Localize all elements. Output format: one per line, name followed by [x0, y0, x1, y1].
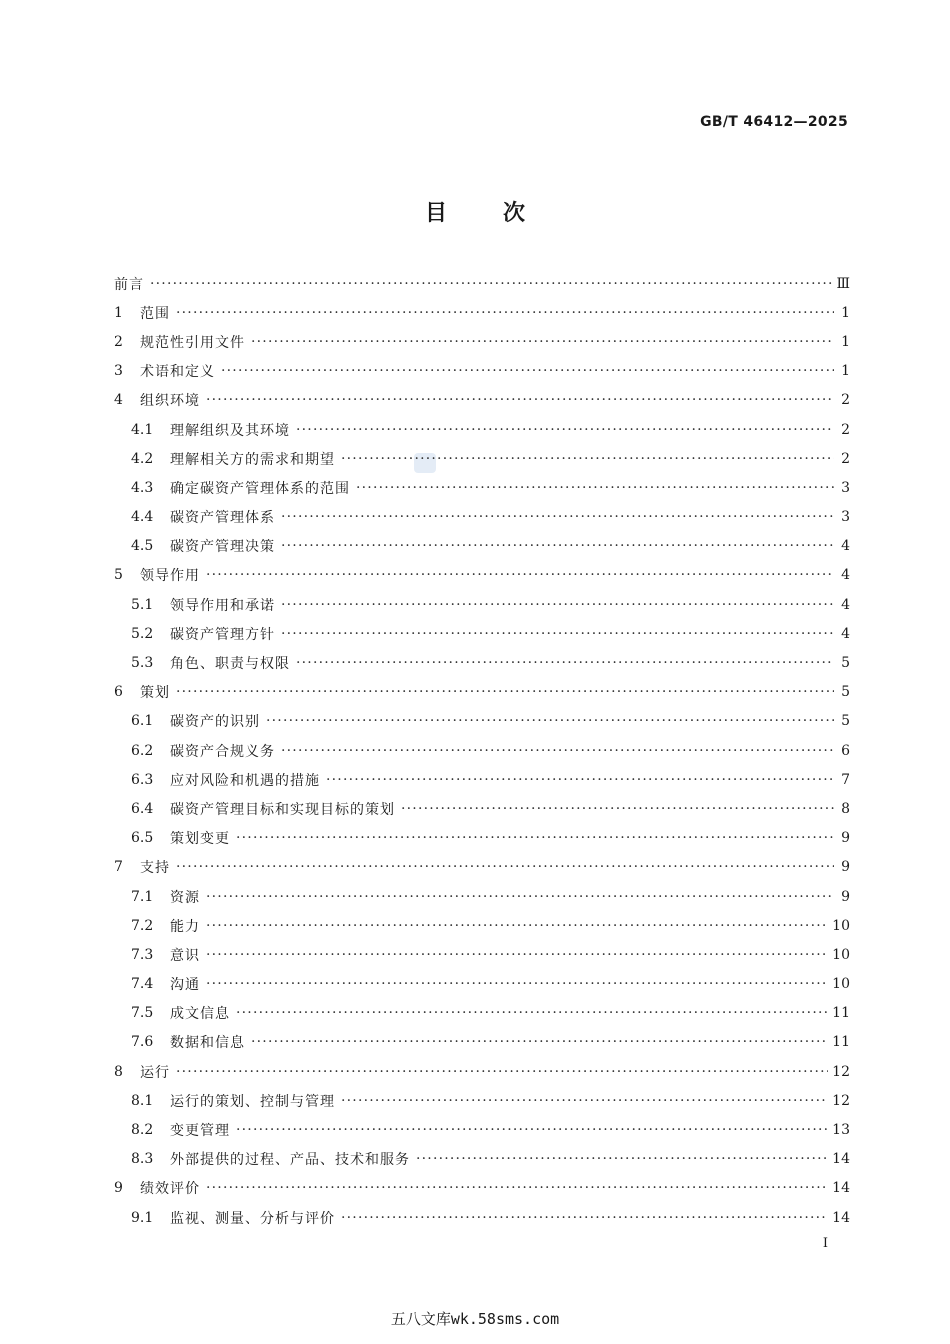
toc-entry-number: 5.2: [131, 625, 154, 642]
toc-entry[interactable]: [114, 269, 850, 298]
toc-entry-label: 成文信息: [170, 1006, 230, 1023]
toc-entry-number: 7.5: [131, 1005, 154, 1022]
toc-entry-number: 4.5: [131, 538, 154, 555]
toc-entry-label: 术语和定义: [140, 364, 215, 381]
toc-entry-page: Ⅲ: [836, 275, 850, 292]
toc-dot-leader: [326, 772, 834, 788]
toc-dot-leader: [341, 1093, 828, 1109]
toc-entry-label: 理解相关方的需求和期望: [170, 451, 335, 468]
toc-entry-label: 外部提供的过程、产品、技术和服务: [170, 1152, 410, 1169]
toc-dot-leader: [281, 743, 834, 759]
toc-entry-label: 策划变更: [170, 831, 230, 848]
toc-entry-page: 4: [841, 596, 850, 613]
toc-entry[interactable]: [114, 940, 850, 969]
toc-entry-number: 3: [114, 363, 123, 380]
toc-entry-number: 7.4: [131, 976, 154, 993]
toc-entry-page: 13: [832, 1122, 850, 1139]
toc-entry[interactable]: [114, 415, 850, 444]
toc-entry[interactable]: [114, 357, 850, 386]
toc-entry[interactable]: [114, 1028, 850, 1057]
toc-entry[interactable]: [114, 386, 850, 415]
toc-entry[interactable]: [114, 678, 850, 707]
toc-dot-leader: [251, 334, 834, 350]
toc-entry[interactable]: [114, 1174, 850, 1203]
toc-entry-page: 11: [832, 1005, 850, 1022]
toc-entry[interactable]: [114, 473, 850, 502]
toc-entry-number: 8.3: [131, 1151, 154, 1168]
toc-entry[interactable]: [114, 1086, 850, 1115]
toc-dot-leader: [341, 1210, 828, 1226]
toc-entry-page: 11: [832, 1034, 850, 1051]
toc-entry[interactable]: [114, 882, 850, 911]
toc-entry[interactable]: [114, 503, 850, 532]
footer-site-text: 五八文库wk.58sms.com: [390, 1310, 560, 1328]
toc-entry-label: 组织环境: [140, 393, 200, 410]
toc-entry-number: 6: [114, 684, 123, 701]
toc-entry[interactable]: [114, 1145, 850, 1174]
toc-entry-label: 确定碳资产管理体系的范围: [170, 480, 350, 497]
toc-entry[interactable]: [114, 707, 850, 736]
toc-entry-number: 7: [114, 859, 123, 876]
toc-entry-page: 6: [841, 742, 850, 759]
toc-dot-leader: [296, 655, 834, 671]
toc-dot-leader: [281, 538, 834, 554]
toc-entry-page: 5: [841, 655, 850, 672]
toc-dot-leader: [176, 1064, 828, 1080]
toc-dot-leader: [206, 918, 828, 934]
toc-entry-label: 应对风险和机遇的措施: [170, 772, 320, 789]
toc-dot-leader: [176, 684, 834, 700]
toc-entry-page: 9: [841, 859, 850, 876]
toc-entry-number: 6.1: [131, 713, 154, 730]
toc-entry-label: 碳资产合规义务: [170, 743, 275, 760]
toc-entry[interactable]: [114, 444, 850, 473]
toc-dot-leader: [176, 859, 834, 875]
toc-entry-number: 6.5: [131, 830, 154, 847]
toc-entry-label: 前言: [114, 276, 144, 293]
table-of-contents: [114, 269, 850, 1232]
toc-dot-leader: [281, 626, 834, 642]
toc-entry-label: 沟通: [170, 977, 200, 994]
toc-dot-leader: [416, 1151, 828, 1167]
toc-entry-number: 5: [114, 567, 123, 584]
toc-entry[interactable]: [114, 824, 850, 853]
toc-entry-number: 6.2: [131, 742, 154, 759]
toc-entry-label: 规范性引用文件: [140, 334, 245, 351]
toc-entry-label: 意识: [170, 947, 200, 964]
toc-entry-label: 运行的策划、控制与管理: [170, 1093, 335, 1110]
toc-entry-page: 4: [841, 538, 850, 555]
toc-entry-number: 1: [114, 304, 123, 321]
toc-dot-leader: [236, 1005, 828, 1021]
toc-entry-page: 5: [841, 713, 850, 730]
toc-entry-label: 领导作用: [140, 568, 200, 585]
toc-entry-number: 6.4: [131, 800, 154, 817]
toc-dot-leader: [296, 422, 834, 438]
toc-entry-number: 4.2: [131, 450, 154, 467]
toc-dot-leader: [176, 305, 834, 321]
toc-dot-leader: [206, 889, 834, 905]
toc-entry-label: 范围: [140, 305, 170, 322]
toc-dot-leader: [341, 451, 834, 467]
toc-entry-page: 9: [841, 830, 850, 847]
toc-entry-page: 9: [841, 888, 850, 905]
toc-entry-page: 7: [841, 771, 850, 788]
toc-entry-page: 1: [841, 304, 850, 321]
toc-entry-number: 8.2: [131, 1122, 154, 1139]
toc-dot-leader: [236, 1122, 828, 1138]
toc-dot-leader: [236, 830, 834, 846]
toc-entry[interactable]: [114, 765, 850, 794]
toc-entry[interactable]: [114, 911, 850, 940]
toc-entry-label: 角色、职责与权限: [170, 656, 290, 673]
toc-entry-page: 2: [841, 421, 850, 438]
toc-dot-leader: [206, 976, 828, 992]
toc-entry-page: 10: [832, 946, 850, 963]
toc-dot-leader: [206, 1180, 828, 1196]
toc-dot-leader: [221, 363, 834, 379]
standard-number: GB/T 46412—2025: [700, 114, 848, 130]
toc-entry-number: 6.3: [131, 771, 154, 788]
toc-entry-page: 5: [841, 684, 850, 701]
toc-dot-leader: [206, 392, 834, 408]
toc-entry-label: 策划: [140, 685, 170, 702]
toc-entry-number: 7.3: [131, 946, 154, 963]
toc-entry[interactable]: [114, 970, 850, 999]
toc-entry-page: 4: [841, 625, 850, 642]
toc-entry-number: 8: [114, 1063, 123, 1080]
toc-entry-label: 绩效评价: [140, 1181, 200, 1198]
toc-entry-label: 监视、测量、分析与评价: [170, 1210, 335, 1227]
toc-entry[interactable]: [114, 298, 850, 327]
toc-entry[interactable]: [114, 327, 850, 356]
toc-entry-number: 9: [114, 1180, 123, 1197]
toc-entry-label: 资源: [170, 889, 200, 906]
toc-entry[interactable]: [114, 736, 850, 765]
toc-entry-page: 14: [832, 1209, 850, 1226]
toc-entry-label: 碳资产管理方针: [170, 626, 275, 643]
toc-entry-label: 领导作用和承诺: [170, 597, 275, 614]
toc-entry-number: 7.2: [131, 917, 154, 934]
toc-dot-leader: [266, 713, 834, 729]
toc-dot-leader: [251, 1034, 828, 1050]
toc-entry[interactable]: [114, 853, 850, 882]
toc-entry[interactable]: [114, 999, 850, 1028]
toc-entry-number: 8.1: [131, 1092, 154, 1109]
toc-entry-page: 14: [832, 1180, 850, 1197]
toc-dot-leader: [281, 509, 834, 525]
toc-entry-page: 12: [832, 1063, 850, 1080]
toc-entry-number: 2: [114, 333, 123, 350]
toc-entry-label: 支持: [140, 860, 170, 877]
toc-entry[interactable]: [114, 648, 850, 677]
toc-entry-page: 14: [832, 1151, 850, 1168]
toc-entry-page: 12: [832, 1092, 850, 1109]
toc-entry[interactable]: [114, 1203, 850, 1232]
toc-entry-number: 5.3: [131, 655, 154, 672]
toc-entry-label: 能力: [170, 918, 200, 935]
toc-entry-page: 3: [841, 509, 850, 526]
toc-entry[interactable]: [114, 561, 850, 590]
toc-dot-leader: [150, 276, 832, 292]
toc-dot-leader: [206, 567, 834, 583]
toc-entry-label: 碳资产管理决策: [170, 539, 275, 556]
toc-entry-page: 10: [832, 917, 850, 934]
page-folio: I: [822, 1236, 828, 1251]
toc-dot-leader: [401, 801, 834, 817]
toc-entry-number: 4.3: [131, 479, 154, 496]
toc-entry-page: 10: [832, 976, 850, 993]
toc-entry-label: 碳资产管理体系: [170, 510, 275, 527]
toc-entry-label: 理解组织及其环境: [170, 422, 290, 439]
toc-entry-number: 7.6: [131, 1034, 154, 1051]
toc-entry-number: 4: [114, 392, 123, 409]
toc-entry-page: 1: [841, 363, 850, 380]
toc-entry[interactable]: [114, 1057, 850, 1086]
toc-dot-leader: [206, 947, 828, 963]
toc-entry-page: 2: [841, 392, 850, 409]
toc-entry-page: 1: [841, 333, 850, 350]
toc-entry-label: 碳资产管理目标和实现目标的策划: [170, 801, 395, 818]
toc-entry-number: 4.4: [131, 509, 154, 526]
toc-entry-page: 4: [841, 567, 850, 584]
toc-entry-number: 5.1: [131, 596, 154, 613]
toc-entry[interactable]: [114, 1115, 850, 1144]
toc-entry[interactable]: [114, 794, 850, 823]
toc-entry-label: 运行: [140, 1064, 170, 1081]
toc-entry-label: 碳资产的识别: [170, 714, 260, 731]
toc-entry-page: 2: [841, 450, 850, 467]
toc-entry[interactable]: [114, 590, 850, 619]
toc-entry[interactable]: [114, 532, 850, 561]
toc-entry-number: 9.1: [131, 1209, 154, 1226]
toc-dot-leader: [356, 480, 834, 496]
toc-entry-number: 7.1: [131, 888, 154, 905]
toc-dot-leader: [281, 597, 834, 613]
page-title: 目次: [424, 201, 581, 226]
toc-entry-number: 4.1: [131, 421, 154, 438]
toc-entry-label: 变更管理: [170, 1123, 230, 1140]
toc-entry-label: 数据和信息: [170, 1035, 245, 1052]
toc-entry[interactable]: [114, 619, 850, 648]
toc-entry-page: 8: [841, 800, 850, 817]
toc-entry-page: 3: [841, 479, 850, 496]
